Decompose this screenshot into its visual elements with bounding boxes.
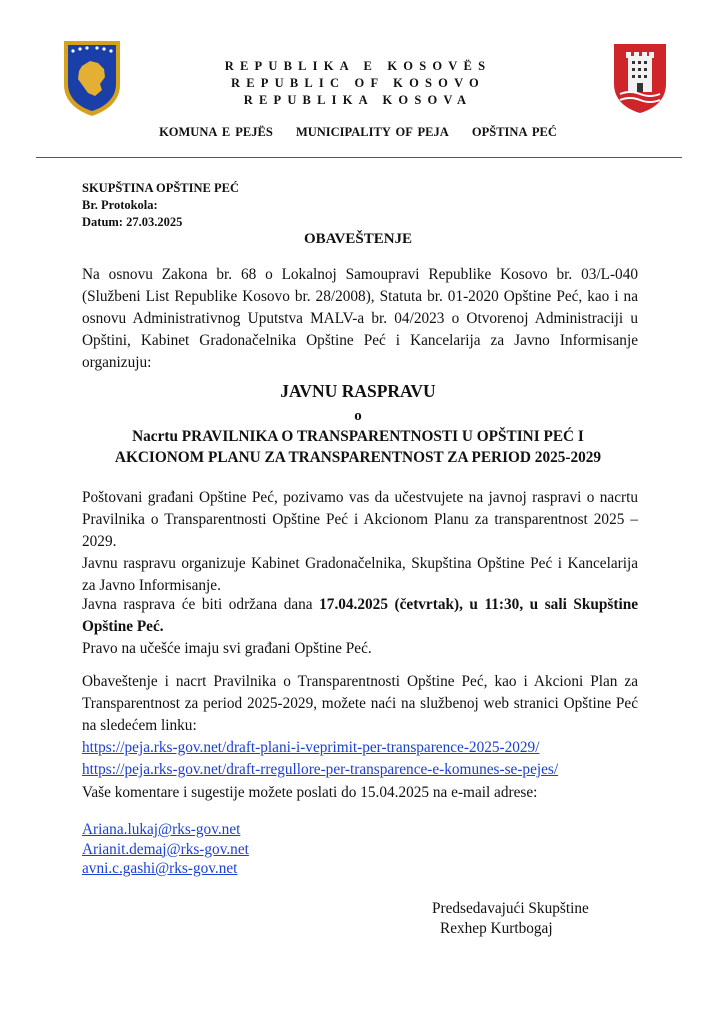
links-paragraph xyxy=(82,671,638,781)
email-link[interactable]: avni.c.gashi@rks-gov.net xyxy=(82,860,238,877)
protocol-number: Br. Protokola: xyxy=(82,198,158,212)
document-date: Datum: 27.03.2025 xyxy=(82,215,183,229)
document-title: OBAVEŠTENJE xyxy=(303,231,413,247)
hearing-subject xyxy=(0,426,716,468)
signatory-title: Predsedavajući Skupštine xyxy=(432,900,589,917)
comments-text: Vaše komentare i sugestije možete poslati do 15.04.2025 na e-mail adrese: xyxy=(82,784,538,801)
municipality-name-english: MUNICIPALITY OF PEJA xyxy=(295,125,449,139)
email-list xyxy=(82,820,249,879)
signatory-name: Rexhep Kurtbogaj xyxy=(440,920,553,937)
country-name-serbian: REPUBLIKA KOSOVA xyxy=(243,93,473,107)
country-name-english: REPUBLIC OF KOSOVO xyxy=(231,76,485,90)
municipality-name-albanian: KOMUNA E PEJËS xyxy=(159,125,273,139)
participation-text: Pravo na učešće imaju svi građani Opštine Peć. xyxy=(82,640,372,657)
country-header xyxy=(200,58,516,109)
event-lead-text: Javna rasprava će biti održana dana xyxy=(82,596,320,613)
links-intro-text: Obaveštenje i nacrt Pravilnika o Transparentnosti Opštine Peć, kao i Akcioni Plan za Transparentnost za period 2025-2029, možete naći na službenoj web stranici Opštine Peć na sledećem linku: xyxy=(82,673,638,734)
institution-name: SKUPŠTINA OPŠTINE PEĆ xyxy=(82,181,239,195)
organizers-text: Javnu raspravu organizuje Kabinet Gradonačelnika, Skupština Opštine Peć i Kancelarija za Javno Informisanje. xyxy=(82,555,638,594)
hearing-heading: JAVNU RASPRAVU xyxy=(280,381,436,401)
invitation-paragraph xyxy=(82,487,638,597)
municipality-name-serbian: OPŠTINA PEĆ xyxy=(471,125,557,139)
document-meta xyxy=(82,180,239,231)
kosovo-coat-of-arms-icon xyxy=(61,39,123,117)
event-date-details: 17.04.2025 (četvrtak), u 11:30, u sali Skupštine Opštine Peć. xyxy=(82,596,638,635)
hearing-subject-line-1: Nacrtu PRAVILNIKA O TRANSPARENTNOSTI U OPŠTINI PEĆ I xyxy=(132,428,584,445)
signature-block xyxy=(432,899,589,939)
email-link[interactable]: Ariana.lukaj@rks-gov.net xyxy=(82,821,241,838)
country-name-albanian: REPUBLIKA E KOSOVËS xyxy=(224,59,492,73)
header-divider xyxy=(36,157,682,158)
municipality-header xyxy=(0,125,716,140)
invitation-text: Poštovani građani Opštine Peć, pozivamo vas da učestvujete na javnoj raspravi o nacrtu Pravilnika o Transparentnosti Opštine Peć i Akcionom Planu za transparentnost 2025 – 2029. xyxy=(82,489,638,550)
intro-paragraph: Na osnovu Zakona br. 68 o Lokalnoj Samoupravi Republike Kosovo br. 03/L-040 (Službeni List Republike Kosovo br. 28/2008), Statuta br. 01-2020 Opštine Peć, kao i na osnovu Administrativnog Uputstva MALV-a br. 04/2023 o Otvorenoj Administraciji u Opštini, Kabinet Gradonačelnika Opštine Peć i Kancelarija za Javno Informisanje organizuju: xyxy=(82,266,638,371)
event-paragraph xyxy=(82,594,638,660)
hearing-subject-line-2: AKCIONOM PLANU ZA TRANSPARENTNOST ZA PERIOD 2025-2029 xyxy=(114,449,602,466)
regulation-draft-link[interactable]: https://peja.rks-gov.net/draft-rregullore-per-transparence-e-komunes-se-pejes/ xyxy=(82,761,559,778)
hearing-connector: o xyxy=(354,408,362,424)
action-plan-link[interactable]: https://peja.rks-gov.net/draft-plani-i-veprimit-per-transparence-2025-2029/ xyxy=(82,739,540,756)
peja-municipality-emblem-icon xyxy=(612,42,668,114)
email-link[interactable]: Arianit.demaj@rks-gov.net xyxy=(82,840,249,858)
